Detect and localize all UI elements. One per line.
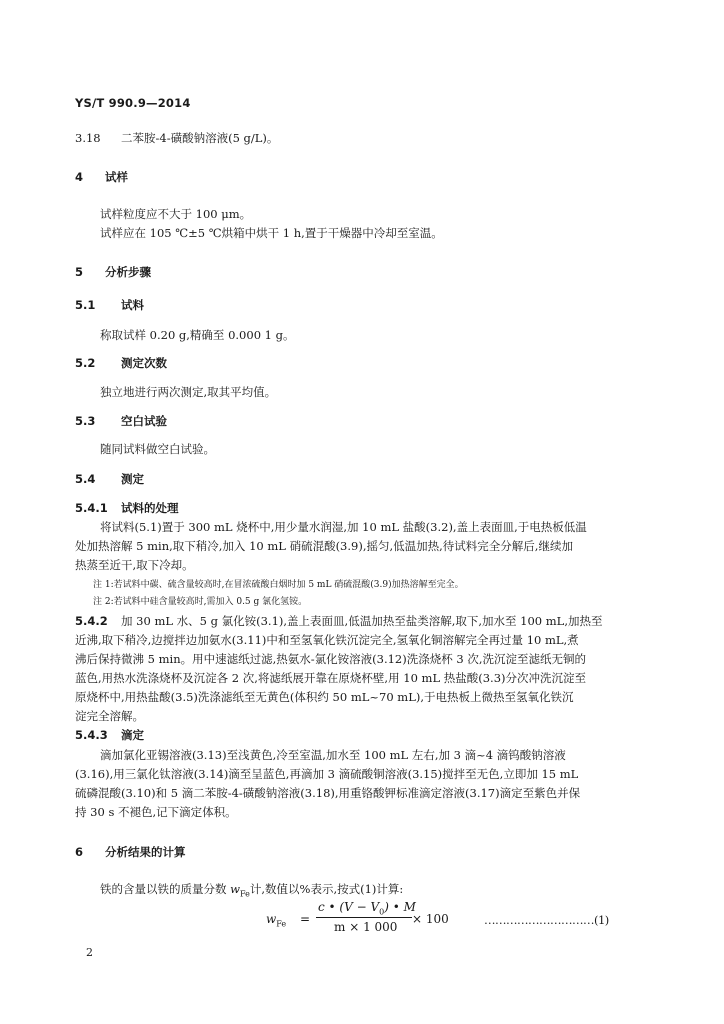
section-number: 6: [75, 845, 84, 859]
section-number: 5.4.2: [75, 614, 108, 628]
formula-lhs: [266, 912, 286, 928]
numerator-subscript: 0: [379, 907, 385, 917]
section-number: 5.1: [75, 298, 96, 312]
section-title: 测定次数: [121, 356, 167, 370]
section-5-4-2-line: 加 30 mL 水、5 g 氯化铵(3.1),盖上表面皿,低温加热至盐类溶解,取下,加水至 100 mL,加热至: [121, 614, 603, 628]
formula-number-label: …………………………(1): [484, 913, 609, 927]
section-5-4-1-line: 处加热溶解 5 min,取下稍冷,加入 10 mL 硝硫混酸(3.9),摇匀,低温加热,待试料完全分解后,继续加: [75, 539, 573, 553]
section-number: 4: [75, 170, 84, 184]
note-2: 注 2:若试料中硅含量较高时,需加入 0.5 g 氯化氢铵。: [93, 597, 308, 607]
section-5-4-1-line: 热蒸至近干,取下冷却。: [75, 558, 194, 572]
section-5-1-text: 称取试样 0.20 g,精确至 0.000 1 g。: [100, 328, 295, 342]
item-text: 二苯胺-4-磺酸钠溶液(5 g/L)。: [121, 131, 279, 145]
standard-code: YS/T 990.9—2014: [75, 96, 191, 110]
formula-lhs-subscript: Fe: [276, 919, 287, 929]
section-number: 5.4.3: [75, 728, 108, 742]
section-4-para-2: 试样应在 105 ℃±5 ℃烘箱中烘干 1 h,置于干燥器中冷却至室温。: [100, 226, 443, 240]
section-5-4-heading: [75, 472, 144, 486]
item-number: 3.18: [75, 131, 101, 145]
section-title: 试样: [105, 170, 128, 184]
formula-equals: =: [300, 912, 311, 926]
formula-times-100: × 100: [412, 912, 449, 926]
section-5-1-heading: [75, 298, 144, 312]
section-5-4-1-heading: [75, 501, 179, 515]
formula-numerator: [318, 900, 416, 916]
item-3-18: [75, 131, 278, 145]
section-5-3-text: 随同试料做空白试验。: [100, 442, 215, 456]
note-1: 注 1:若试料中碳、硫含量较高时,在冒浓硫酸白烟时加 5 mL 硝硫混酸(3.9)加热溶解至完全。: [93, 580, 464, 590]
section-4-para-1: 试样粒度应不大于 100 μm。: [100, 207, 252, 221]
section-5-4-1-line: 将试料(5.1)置于 300 mL 烧杯中,用少量水润湿,加 10 mL 盐酸(3.2),盖上表面皿,于电热板低温: [100, 520, 587, 534]
section-5-4-3-line: 硫磷混酸(3.10)和 5 滴二苯胺-4-磺酸钠溶液(3.18),用重铬酸钾标准滴定溶液(3.17)滴定至紫色并保: [75, 786, 581, 800]
page-number: 2: [86, 946, 93, 959]
section-6-heading: [75, 845, 186, 859]
section-5-4-2-line: 蓝色,用热水洗涤烧杯及沉淀各 2 次,将滤纸展开靠在原烧杯壁,用 10 mL 热盐酸(3.3)分次冲洗沉淀至: [75, 671, 586, 685]
section-5-4-3-line: 滴加氯化亚锡溶液(3.13)至浅黄色,冷至室温,加水至 100 mL 左右,加 3 滴~4 滴钨酸钠溶液: [100, 748, 566, 762]
section-number: 5.4.1: [75, 501, 108, 515]
intro-text: 计,数值以%表示,按式(1)计算:: [249, 882, 404, 896]
section-title: 分析步骤: [105, 265, 151, 279]
intro-variable: w: [230, 882, 240, 896]
section-number: 5.2: [75, 356, 96, 370]
intro-variable-subscript: Fe: [240, 889, 250, 899]
numerator-part: c • (V − V: [318, 900, 380, 914]
section-5-4-2-first-line: [75, 614, 602, 628]
intro-text: 铁的含量以铁的质量分数: [100, 882, 231, 896]
formula-denominator: m × 1 000: [334, 920, 398, 934]
section-5-4-2-line: 沸后保持微沸 5 min。用中速滤纸过滤,热氨水-氯化铵溶液(3.12)洗涤烧杯 3 次,洗沉淀至滤纸无铜的: [75, 652, 587, 666]
formula-lhs-var: w: [266, 912, 277, 926]
section-title: 试料的处理: [121, 501, 179, 515]
numerator-part: ) • M: [384, 900, 416, 914]
section-number: 5: [75, 265, 84, 279]
section-title: 试料: [121, 298, 144, 312]
section-title: 滴定: [121, 728, 144, 742]
section-5-3-heading: [75, 414, 167, 428]
section-5-4-3-line: (3.16),用三氯化钛溶液(3.14)滴至呈蓝色,再滴加 3 滴硫酸铜溶液(3.15)搅拌至无色,立即加 15 mL: [75, 767, 579, 781]
section-5-4-3-line: 持 30 s 不褪色,记下滴定体积。: [75, 805, 237, 819]
section-4-heading: [75, 170, 128, 184]
section-5-2-heading: [75, 356, 167, 370]
section-5-4-2-line: 近沸,取下稍冷,边搅拌边加氨水(3.11)中和至氢氧化铁沉淀完全,氢氧化铜溶解完全再过量 10 mL,煮: [75, 633, 579, 647]
formula-1: [0, 897, 724, 941]
section-5-heading: [75, 265, 151, 279]
section-5-4-2-line: 淀完全溶解。: [75, 709, 144, 723]
section-title: 空白试验: [121, 414, 167, 428]
section-title: 测定: [121, 472, 144, 486]
section-5-2-text: 独立地进行两次测定,取其平均值。: [100, 385, 277, 399]
section-title: 分析结果的计算: [105, 845, 186, 859]
section-5-4-2-line: 原烧杯中,用热盐酸(3.5)洗涤滤纸至无黄色(体积约 50 mL~70 mL),于电热板上微热至氢氧化铁沉: [75, 690, 574, 704]
section-number: 5.3: [75, 414, 96, 428]
fraction-bar: [316, 917, 412, 918]
section-5-4-3-heading: [75, 728, 144, 742]
section-number: 5.4: [75, 472, 96, 486]
